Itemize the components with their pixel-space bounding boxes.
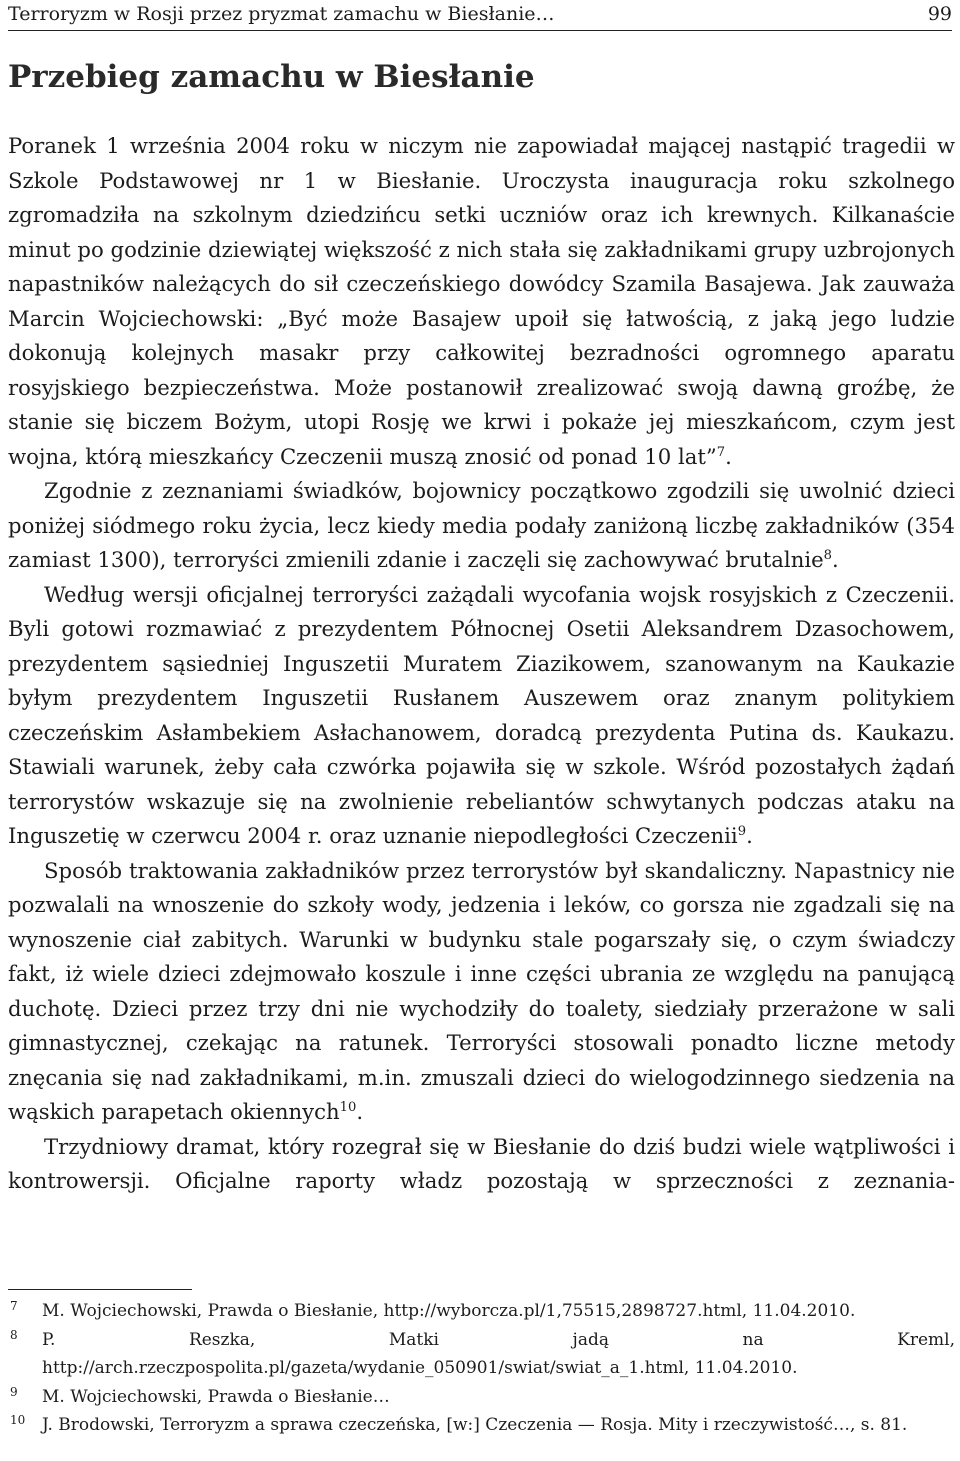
paragraph-end: .: [356, 1099, 364, 1124]
paragraph: [8, 474, 955, 578]
paragraph-text: Zgodnie z zeznaniami świadków, bojownicy początkowo zgodzili się uwolnić dzieci poniżej siódmego roku życia, lecz kiedy media podały zaniżoną liczbę zakładników (354 zamiast 1300), terroryści zmienili zdanie i zaczęli się zachowywać brutalnie: [8, 478, 955, 572]
section-title: Przebieg zamachu w Biesłanie: [8, 59, 535, 95]
paragraph-text: Sposób traktowania zakładników przez terrorystów był skandaliczny. Napastnicy nie pozwalali na wnoszenie do szkoły wody, jedzenia i leków, co gorsza nie zgadzali się na wynoszenie ciał zabitych. Warunki w budynku stale pogarszały się, o czym świadczy fakt, iż wiele dzieci zdejmowało koszule i inne części ubrania ze względu na panującą duchotę. Dzieci przez trzy dni nie wychodziły do toalety, siedziały przerażone w sali gimnastycznej, czekając na ratunek. Terroryści stosowali ponadto liczne metody znęcania się nad zakładnikami, m.in. zmuszali dzieci do wielogodzinnego siedzenia na wąskich parapetach okiennych: [8, 857, 955, 1124]
footnote: [8, 1297, 955, 1326]
paragraph: [8, 578, 955, 854]
footnote-ref[interactable]: 9: [737, 824, 747, 840]
footnote-text: M. Wojciechowski, Prawda o Biesłanie, http://wyborcza.pl/1,75515,2898727.html, 11.04.2010.: [42, 1301, 856, 1321]
paragraph-text: Poranek 1 września 2004 roku w niczym nie zapowiadał mającej nastąpić tragedii w Szkole Podstawowej nr 1 w Biesłanie. Uroczysta inauguracja roku szkolnego zgromadziła na szkolnym dziedzińcu setki uczniów oraz ich krewnych. Kilkanaście minut po godzinie dziewiątej większość z nich stała się zakładnikami grupy uzbrojonych napastników należących do sił czeczeńskiego dowódcy Szamila Basajewa. Jak zauważa Marcin Wojciechowski: „Być może Basajew upoił się łatwością, z jaką jego ludzie dokonują kolejnych masakr przy całkowitej bezradności ogromnego aparatu rosyjskiego bezpieczeństwa. Może postanowił zrealizować swoją dawną groźbę, że stanie się biczem Bożym, utopi Rosję we krwi i pokaże jej mieszkańcom, czym jest wojna, którą mieszkańcy Czeczenii muszą znosić od ponad 10 lat”: [8, 133, 955, 469]
paragraph-end: .: [725, 443, 732, 469]
paragraph-end: .: [746, 823, 753, 848]
footnote-ref[interactable]: 7: [716, 444, 726, 460]
footnote-text: P. Reszka, Matki jadą na Kreml, http://arch.rzeczpospolita.pl/gazeta/wydanie_050901/swiat/swiat_a_1.html, 11.04.2010.: [42, 1329, 955, 1378]
footnote-number: 9: [10, 1384, 18, 1399]
footnote-divider: [8, 1289, 192, 1290]
footnote-ref[interactable]: 8: [823, 548, 833, 564]
footnote-number: 8: [10, 1327, 18, 1342]
paragraph: [8, 854, 955, 1130]
footnote-number: 10: [10, 1413, 26, 1427]
paragraph: [8, 1130, 955, 1199]
paragraph-text: Według wersji oficjalnej terroryści zażądali wycofania wojsk rosyjskich z Czeczenii. Byli gotowi rozmawiać z prezydentem Północnej Osetii Aleksandrem Dzasochowem, prezydentem sąsiedniej Inguszetii Muratem Ziazikowem, szanowanym na Kaukazie byłym prezydentem Inguszetii Rusłanem Auszewem oraz znanym politykiem czeczeńskim Asłambekiem Asłachanowem, doradcą prezydenta Putina ds. Kaukazu. Stawiali warunek, żeby cała czwórka pojawiła się w szkole. Wśród pozostałych żądań terrorystów wskazuje się na zwolnienie rebeliantów schwytanych podczas ataku na Inguszetię w czerwcu 2004 r. oraz uznanie niepodległości Czeczenii: [8, 581, 955, 848]
paragraph-text: Trzydniowy dramat, który rozegrał się w Biesłanie do dziś budzi wiele wątpliwości i kontrowersji. Oficjalne raporty władz pozostają w sprzeczności z zeznania-: [8, 1133, 955, 1193]
footnote: [8, 1383, 955, 1412]
paragraph-end: .: [832, 547, 839, 572]
footnote-text: M. Wojciechowski, Prawda o Biesłanie…: [42, 1386, 390, 1407]
paragraph: [8, 129, 955, 474]
footnote-number: 7: [10, 1299, 18, 1313]
running-title: Terroryzm w Rosji przez pryzmat zamachu w Biesłanie…: [8, 3, 555, 25]
footnote: [8, 1326, 955, 1383]
footnote-text: J. Brodowski, Terroryzm a sprawa czeczeńska, [w:] Czeczenia — Rosja. Mity i rzeczywistość…, s. 81.: [42, 1415, 908, 1435]
footnote-ref[interactable]: 10: [339, 1100, 357, 1116]
footnote: [8, 1411, 955, 1440]
body-text: [8, 129, 955, 1199]
page-number: 99: [927, 3, 952, 25]
running-header: [8, 0, 952, 31]
footnotes: [8, 1297, 955, 1440]
